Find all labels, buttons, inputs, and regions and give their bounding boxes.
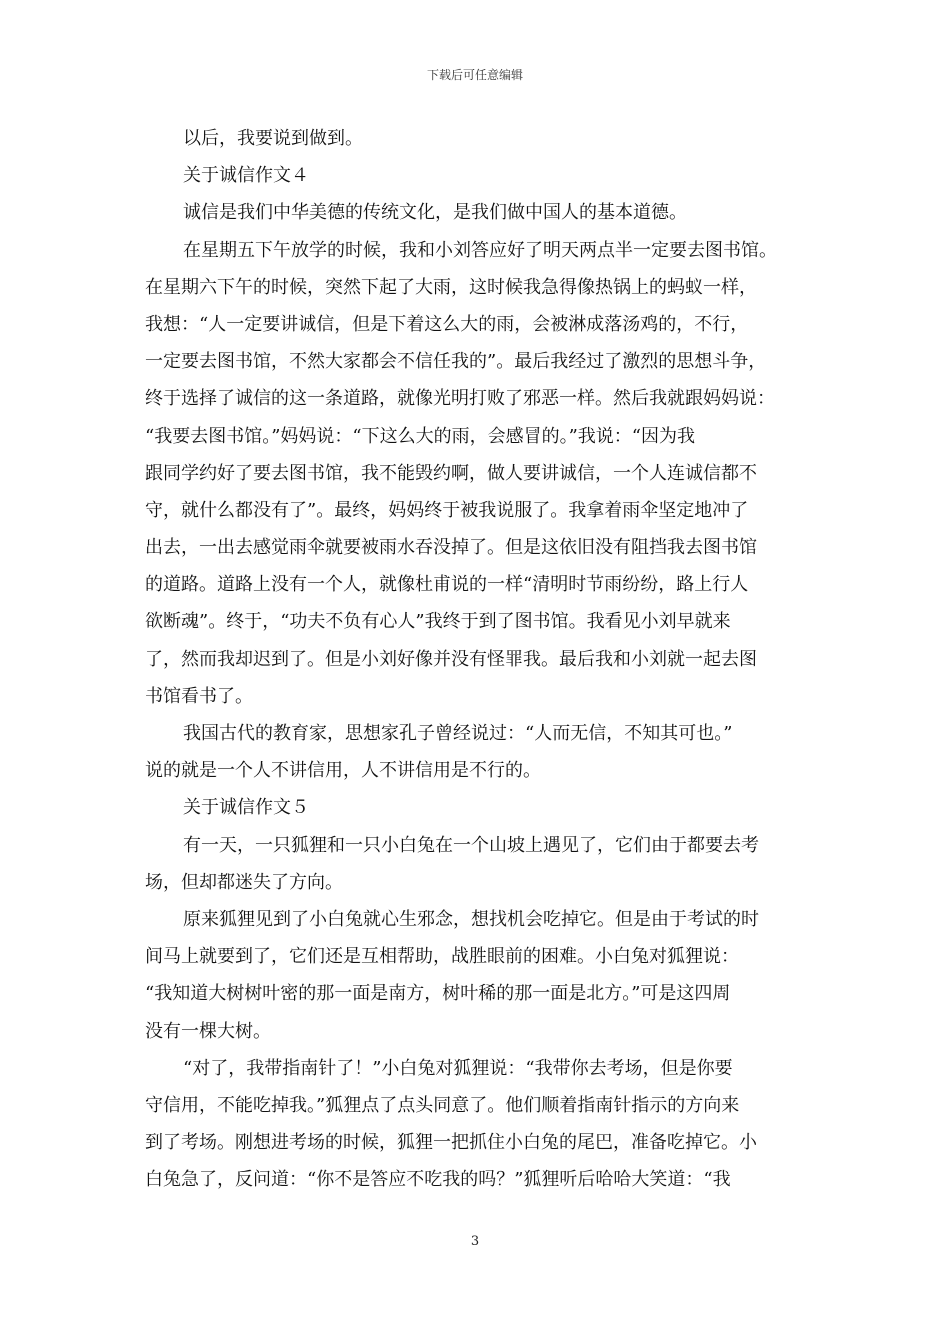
text-line: 在星期五下午放学的时候，我和小刘答应好了明天两点半一定要去图书馆。 bbox=[183, 239, 777, 261]
page-header-note: 下载后可任意编辑 bbox=[426, 68, 523, 82]
text-line: 在星期六下午的时候，突然下起了大雨，这时候我急得像热锅上的蚂蚁一样， bbox=[145, 276, 757, 298]
text-line: “对了，我带指南针了！”小白兔对狐狸说：“我带你去考场，但是你要 bbox=[183, 1057, 733, 1079]
text-line: 出去，一出去感觉雨伞就要被雨水吞没掉了。但是这依旧没有阻挡我去图书馆 bbox=[145, 537, 757, 559]
text-line: 终于选择了诚信的这一条道路，就像光明打败了邪恶一样。然后我就跟妈妈说： bbox=[145, 388, 775, 410]
text-line: “我要去图书馆。”妈妈说：“下这么大的雨，会感冒的。”我说：“因为我 bbox=[145, 425, 696, 447]
text-line: 我国古代的教育家，思想家孔子曾经说过：“人而无信，不知其可也。” bbox=[183, 723, 733, 744]
text-line: 间马上就要到了，它们还是互相帮助，战胜眼前的困难。小白兔对狐狸说： bbox=[145, 946, 739, 968]
text-line: 欲断魂”。终于，“功夫不负有心人”我终于到了图书馆。我看见小刘早就来 bbox=[145, 611, 731, 633]
text-line: 白兔急了，反问道：“你不是答应不吃我的吗？”狐狸听后哈哈大笑道：“我 bbox=[145, 1169, 731, 1191]
text-line: “我知道大树树叶密的那一面是南方，树叶稀的那一面是北方。”可是这四周 bbox=[145, 983, 731, 1005]
text-line: 诚信是我们中华美德的传统文化，是我们做中国人的基本道德。 bbox=[183, 202, 687, 224]
text-line: 有一天，一只狐狸和一只小白兔在一个山坡上遇见了，它们由于都要去考 bbox=[183, 834, 759, 856]
text-line: 了，然而我却迟到了。但是小刘好像并没有怪罪我。最后我和小刘就一起去图 bbox=[145, 648, 757, 670]
text-line: 场，但却都迷失了方向。 bbox=[145, 871, 343, 893]
text-line: 守，就什么都没有了”。最终，妈妈终于被我说服了。我拿着雨伞坚定地冲了 bbox=[145, 499, 749, 521]
text-line: 关于诚信作文４ bbox=[183, 165, 309, 187]
text-line: 以后，我要说到做到。 bbox=[183, 128, 363, 149]
text-line: 跟同学约好了要去图书馆，我不能毁约啊，做人要讲诚信，一个人连诚信都不 bbox=[145, 462, 757, 484]
text-line: 我想：“人一定要讲诚信，但是下着这么大的雨，会被淋成落汤鸡的，不行， bbox=[145, 313, 749, 335]
text-line: 说的就是一个人不讲信用，人不讲信用是不行的。 bbox=[145, 760, 541, 782]
text-line: 书馆看书了。 bbox=[145, 685, 253, 707]
text-line: 的道路。道路上没有一个人，就像杜甫说的一样“清明时节雨纷纷，路上行人 bbox=[145, 574, 749, 596]
text-line: 守信用，不能吃掉我。”狐狸点了点头同意了。他们顺着指南针指示的方向来 bbox=[145, 1094, 740, 1116]
text-line: 到了考场。刚想进考场的时候，狐狸一把抓住小白兔的尾巴，准备吃掉它。小 bbox=[145, 1132, 757, 1154]
text-line: 一定要去图书馆，不然大家都会不信任我的”。最后我经过了激烈的思想斗争， bbox=[145, 351, 767, 373]
page-number: 3 bbox=[470, 1234, 480, 1249]
text-line: 没有一棵大树。 bbox=[145, 1020, 271, 1042]
text-line: 关于诚信作文５ bbox=[183, 797, 309, 819]
document-body bbox=[145, 120, 825, 1198]
text-line: 原来狐狸见到了小白兔就心生邪念，想找机会吃掉它。但是由于考试的时 bbox=[183, 908, 759, 930]
